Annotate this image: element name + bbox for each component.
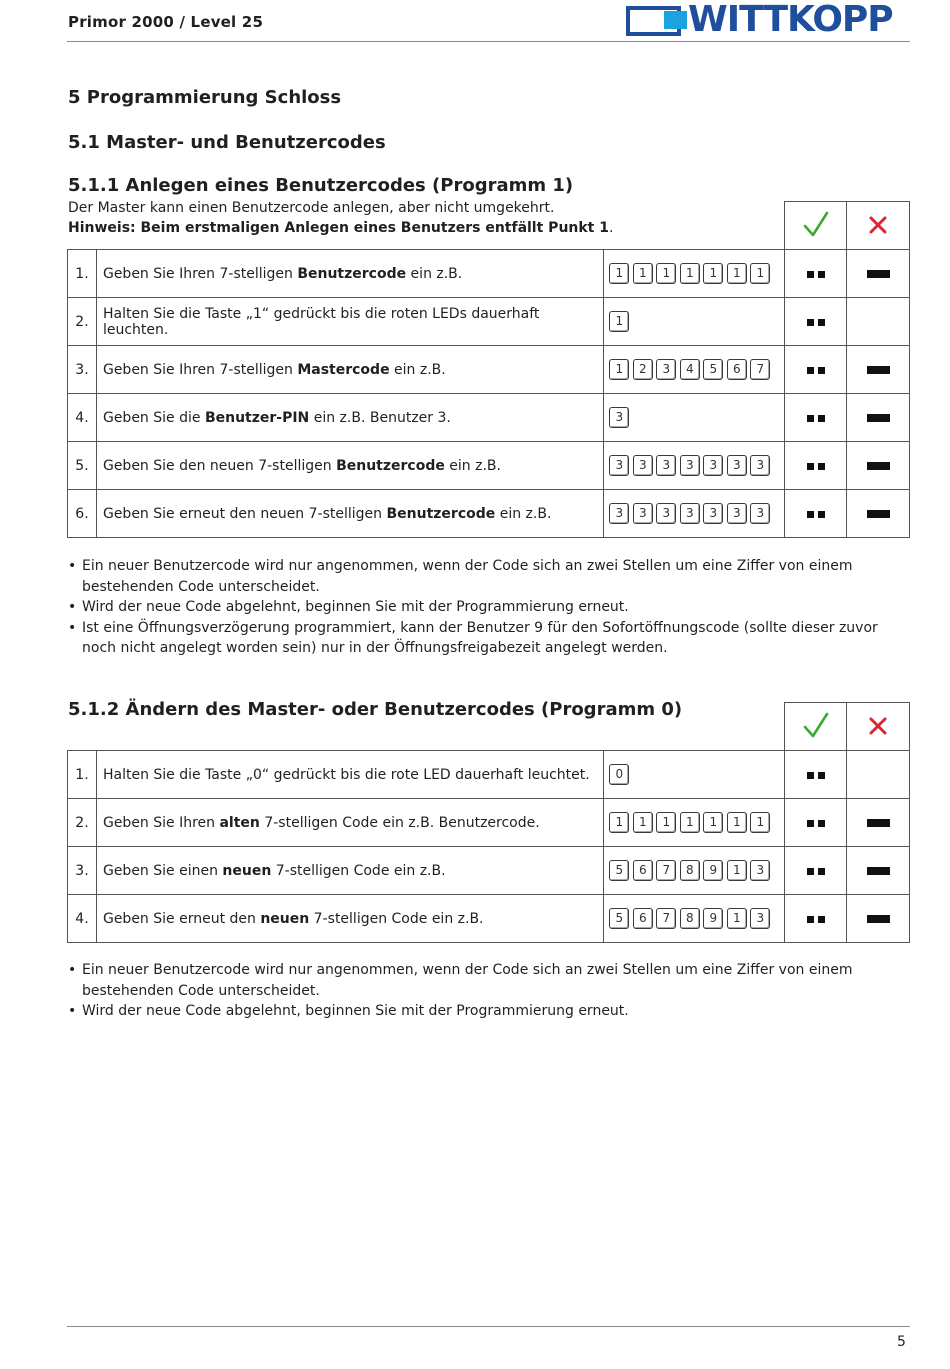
long-beep-icon bbox=[867, 915, 890, 923]
ok-signal bbox=[785, 394, 847, 442]
table-row bbox=[68, 346, 910, 394]
ok-signal bbox=[785, 799, 847, 847]
step-instruction bbox=[96, 442, 603, 490]
keypad-key: 1 bbox=[633, 812, 653, 833]
instruction-emphasis: Benutzercode bbox=[297, 265, 407, 282]
note-item: • Wird der neue Code abgelehnt, beginnen Sie mit der Programmierung erneut. bbox=[68, 597, 910, 618]
instruction-emphasis: Benutzercode bbox=[386, 505, 496, 522]
keypad-sequence bbox=[604, 346, 785, 394]
hint-end: . bbox=[609, 220, 614, 236]
table-row bbox=[68, 490, 910, 538]
keypad-key: 7 bbox=[656, 860, 676, 881]
instruction-text: Geben Sie den neuen 7-stelligen bbox=[102, 457, 337, 474]
step-number: 6. bbox=[68, 490, 97, 538]
step-number: 3. bbox=[68, 847, 97, 895]
document-title: Primor 2000 / Level 25 bbox=[68, 13, 264, 31]
double-beep-icon bbox=[805, 767, 827, 783]
step-instruction bbox=[96, 799, 603, 847]
keypad-key: 1 bbox=[703, 812, 723, 833]
step-number: 5. bbox=[68, 442, 97, 490]
logo-square-icon bbox=[664, 11, 687, 29]
keypad-key: 8 bbox=[680, 860, 700, 881]
keypad-key: 3 bbox=[750, 455, 770, 476]
error-signal bbox=[847, 799, 910, 847]
section-5-1-1-intro bbox=[68, 198, 613, 238]
double-beep-icon bbox=[805, 266, 827, 282]
ok-signal bbox=[785, 250, 847, 298]
double-beep-icon bbox=[805, 911, 827, 927]
instruction-emphasis: Mastercode bbox=[297, 361, 390, 378]
hint-bold: Hinweis: Beim erstmaligen Anlegen eines Benutzers entfällt Punkt 1 bbox=[68, 220, 609, 236]
step-instruction bbox=[96, 847, 603, 895]
section-5-title: 5 Programmierung Schloss bbox=[68, 87, 342, 108]
keypad-key: 9 bbox=[703, 908, 723, 929]
keypad-sequence bbox=[604, 442, 785, 490]
keypad-key: 6 bbox=[633, 908, 653, 929]
steps-table-program-0 bbox=[67, 750, 910, 943]
header-divider bbox=[67, 41, 910, 42]
error-signal bbox=[847, 490, 910, 538]
instruction-text: Geben Sie einen bbox=[102, 862, 223, 879]
step-number: 1. bbox=[68, 250, 97, 298]
keypad-sequence bbox=[604, 490, 785, 538]
hint-text bbox=[68, 218, 613, 238]
long-beep-icon bbox=[867, 270, 890, 278]
step-instruction bbox=[96, 490, 603, 538]
step-number: 3. bbox=[68, 346, 97, 394]
table-row bbox=[68, 442, 910, 490]
double-beep-icon bbox=[805, 863, 827, 879]
note-item: • Ist eine Öffnungsverzögerung programmiert, kann der Benutzer 9 für den Sofortöffnungscode (sollte dieser zuvor noch nicht angelegt worden sein) nur in der Öffnungsfreigabezeit angelegt werden. bbox=[68, 618, 910, 659]
status-header-2 bbox=[784, 702, 910, 750]
keypad-key: 7 bbox=[750, 359, 770, 380]
steps-table-program-1 bbox=[67, 249, 910, 538]
keypad-key: 3 bbox=[750, 503, 770, 524]
section-5-1-1-title: 5.1.1 Anlegen eines Benutzercodes (Programm 1) bbox=[68, 175, 574, 196]
error-signal bbox=[847, 751, 910, 799]
instruction-text: ein z.B. bbox=[495, 505, 552, 522]
keypad-key: 1 bbox=[609, 263, 629, 284]
instruction-text: ein z.B. bbox=[406, 265, 463, 282]
keypad-key: 3 bbox=[609, 455, 629, 476]
ok-signal bbox=[785, 298, 847, 346]
keypad-key: 5 bbox=[609, 860, 629, 881]
keypad-key: 3 bbox=[656, 359, 676, 380]
note-item: • Ein neuer Benutzercode wird nur angenommen, wenn der Code sich an zwei Stellen um eine Ziffer von einem bestehenden Code unterscheidet. bbox=[68, 556, 910, 597]
double-beep-icon bbox=[805, 506, 827, 522]
keypad-key: 3 bbox=[633, 503, 653, 524]
step-instruction bbox=[96, 346, 603, 394]
keypad-key: 1 bbox=[609, 359, 629, 380]
double-beep-icon bbox=[805, 410, 827, 426]
table-row bbox=[68, 751, 910, 799]
keypad-sequence bbox=[604, 799, 785, 847]
keypad-key: 3 bbox=[727, 455, 747, 476]
keypad-key: 1 bbox=[656, 263, 676, 284]
keypad-key: 3 bbox=[750, 908, 770, 929]
keypad-key: 1 bbox=[609, 311, 629, 332]
long-beep-icon bbox=[867, 819, 890, 827]
instruction-text: Geben Sie erneut den bbox=[102, 910, 261, 927]
step-number: 4. bbox=[68, 394, 97, 442]
logo-text: WITTKOPP bbox=[688, 0, 893, 40]
footer-divider bbox=[67, 1326, 910, 1327]
keypad-key: 3 bbox=[680, 503, 700, 524]
step-instruction bbox=[96, 298, 603, 346]
notes-program-0 bbox=[68, 960, 910, 1022]
page-number: 5 bbox=[897, 1334, 906, 1350]
ok-signal bbox=[785, 847, 847, 895]
step-number: 2. bbox=[68, 799, 97, 847]
keypad-key: 3 bbox=[680, 455, 700, 476]
note-item: • Wird der neue Code abgelehnt, beginnen Sie mit der Programmierung erneut. bbox=[68, 1001, 910, 1022]
instruction-text: ein z.B. Benutzer 3. bbox=[309, 409, 451, 426]
keypad-key: 6 bbox=[727, 359, 747, 380]
instruction-emphasis: Benutzer-PIN bbox=[204, 409, 310, 426]
instruction-text: 7-stelligen Code ein z.B. bbox=[271, 862, 446, 879]
keypad-key: 1 bbox=[633, 263, 653, 284]
keypad-key: 7 bbox=[656, 908, 676, 929]
step-instruction bbox=[96, 895, 603, 943]
ok-signal bbox=[785, 895, 847, 943]
keypad-key: 1 bbox=[727, 263, 747, 284]
long-beep-icon bbox=[867, 510, 890, 518]
status-header-1 bbox=[784, 201, 910, 249]
instruction-text: Geben Sie Ihren 7-stelligen bbox=[102, 361, 298, 378]
step-number: 2. bbox=[68, 298, 97, 346]
keypad-key: 1 bbox=[750, 263, 770, 284]
ok-signal bbox=[785, 442, 847, 490]
keypad-key: 4 bbox=[680, 359, 700, 380]
cross-icon bbox=[867, 715, 889, 737]
instruction-text: Halten Sie die Taste „1“ gedrückt bis die roten LEDs dauerhaft leuchten. bbox=[102, 305, 540, 338]
wittkopp-logo bbox=[626, 0, 912, 40]
section-5-1-2-title: 5.1.2 Ändern des Master- oder Benutzercodes (Programm 0) bbox=[68, 699, 683, 720]
error-signal bbox=[847, 895, 910, 943]
table-row bbox=[68, 250, 910, 298]
keypad-key: 3 bbox=[609, 407, 629, 428]
ok-signal bbox=[785, 490, 847, 538]
keypad-key: 3 bbox=[609, 503, 629, 524]
note-item: • Ein neuer Benutzercode wird nur angenommen, wenn der Code sich an zwei Stellen um eine Ziffer von einem bestehenden Code unterscheidet. bbox=[68, 960, 910, 1001]
instruction-text: 7-stelligen Code ein z.B. Benutzercode. bbox=[259, 814, 540, 831]
instruction-text: ein z.B. bbox=[389, 361, 446, 378]
instruction-text: 7-stelligen Code ein z.B. bbox=[309, 910, 484, 927]
keypad-key: 3 bbox=[727, 503, 747, 524]
instruction-emphasis: alten bbox=[219, 814, 260, 831]
long-beep-icon bbox=[867, 414, 890, 422]
instruction-text: Geben Sie Ihren 7-stelligen bbox=[102, 265, 298, 282]
cross-icon bbox=[867, 214, 889, 236]
keypad-sequence bbox=[604, 298, 785, 346]
keypad-key: 3 bbox=[703, 503, 723, 524]
error-signal bbox=[847, 346, 910, 394]
keypad-key: 1 bbox=[727, 812, 747, 833]
keypad-sequence bbox=[604, 394, 785, 442]
table-row bbox=[68, 394, 910, 442]
keypad-key: 1 bbox=[703, 263, 723, 284]
instruction-text: ein z.B. bbox=[444, 457, 501, 474]
keypad-sequence bbox=[604, 751, 785, 799]
keypad-key: 5 bbox=[609, 908, 629, 929]
step-instruction bbox=[96, 394, 603, 442]
keypad-key: 8 bbox=[680, 908, 700, 929]
step-number: 1. bbox=[68, 751, 97, 799]
step-instruction bbox=[96, 751, 603, 799]
error-signal bbox=[847, 250, 910, 298]
table-row bbox=[68, 895, 910, 943]
double-beep-icon bbox=[805, 314, 827, 330]
keypad-key: 3 bbox=[656, 503, 676, 524]
double-beep-icon bbox=[805, 362, 827, 378]
keypad-key: 1 bbox=[680, 812, 700, 833]
keypad-key: 0 bbox=[609, 764, 629, 785]
section-5-1-title: 5.1 Master- und Benutzercodes bbox=[68, 132, 386, 153]
keypad-key: 3 bbox=[656, 455, 676, 476]
instruction-emphasis: neuen bbox=[260, 910, 310, 927]
error-signal bbox=[847, 442, 910, 490]
instruction-text: Geben Sie Ihren bbox=[102, 814, 220, 831]
double-beep-icon bbox=[805, 815, 827, 831]
long-beep-icon bbox=[867, 867, 890, 875]
error-signal bbox=[847, 298, 910, 346]
error-signal bbox=[847, 394, 910, 442]
instruction-emphasis: Benutzercode bbox=[336, 457, 445, 474]
keypad-sequence bbox=[604, 895, 785, 943]
check-icon bbox=[803, 711, 829, 741]
double-beep-icon bbox=[805, 458, 827, 474]
keypad-sequence bbox=[604, 250, 785, 298]
notes-program-1 bbox=[68, 556, 910, 659]
keypad-key: 9 bbox=[703, 860, 723, 881]
keypad-key: 1 bbox=[656, 812, 676, 833]
table-row bbox=[68, 799, 910, 847]
instruction-text: Halten Sie die Taste „0“ gedrückt bis die rote LED dauerhaft leuchtet. bbox=[102, 766, 590, 783]
instruction-text: Geben Sie erneut den neuen 7-stelligen bbox=[102, 505, 387, 522]
instruction-emphasis: neuen bbox=[222, 862, 272, 879]
keypad-key: 1 bbox=[750, 812, 770, 833]
keypad-key: 2 bbox=[633, 359, 653, 380]
step-number: 4. bbox=[68, 895, 97, 943]
keypad-key: 3 bbox=[703, 455, 723, 476]
long-beep-icon bbox=[867, 366, 890, 374]
keypad-key: 6 bbox=[633, 860, 653, 881]
keypad-key: 3 bbox=[750, 860, 770, 881]
ok-signal bbox=[785, 751, 847, 799]
instruction-text: Geben Sie die bbox=[102, 409, 205, 426]
keypad-key: 1 bbox=[609, 812, 629, 833]
keypad-key: 3 bbox=[633, 455, 653, 476]
keypad-key: 1 bbox=[680, 263, 700, 284]
intro-text: Der Master kann einen Benutzercode anlegen, aber nicht umgekehrt. bbox=[68, 200, 555, 216]
table-row bbox=[68, 847, 910, 895]
keypad-key: 5 bbox=[703, 359, 723, 380]
long-beep-icon bbox=[867, 462, 890, 470]
ok-signal bbox=[785, 346, 847, 394]
check-icon bbox=[803, 210, 829, 240]
step-instruction bbox=[96, 250, 603, 298]
table-row bbox=[68, 298, 910, 346]
keypad-key: 1 bbox=[727, 860, 747, 881]
error-signal bbox=[847, 847, 910, 895]
keypad-sequence bbox=[604, 847, 785, 895]
keypad-key: 1 bbox=[727, 908, 747, 929]
